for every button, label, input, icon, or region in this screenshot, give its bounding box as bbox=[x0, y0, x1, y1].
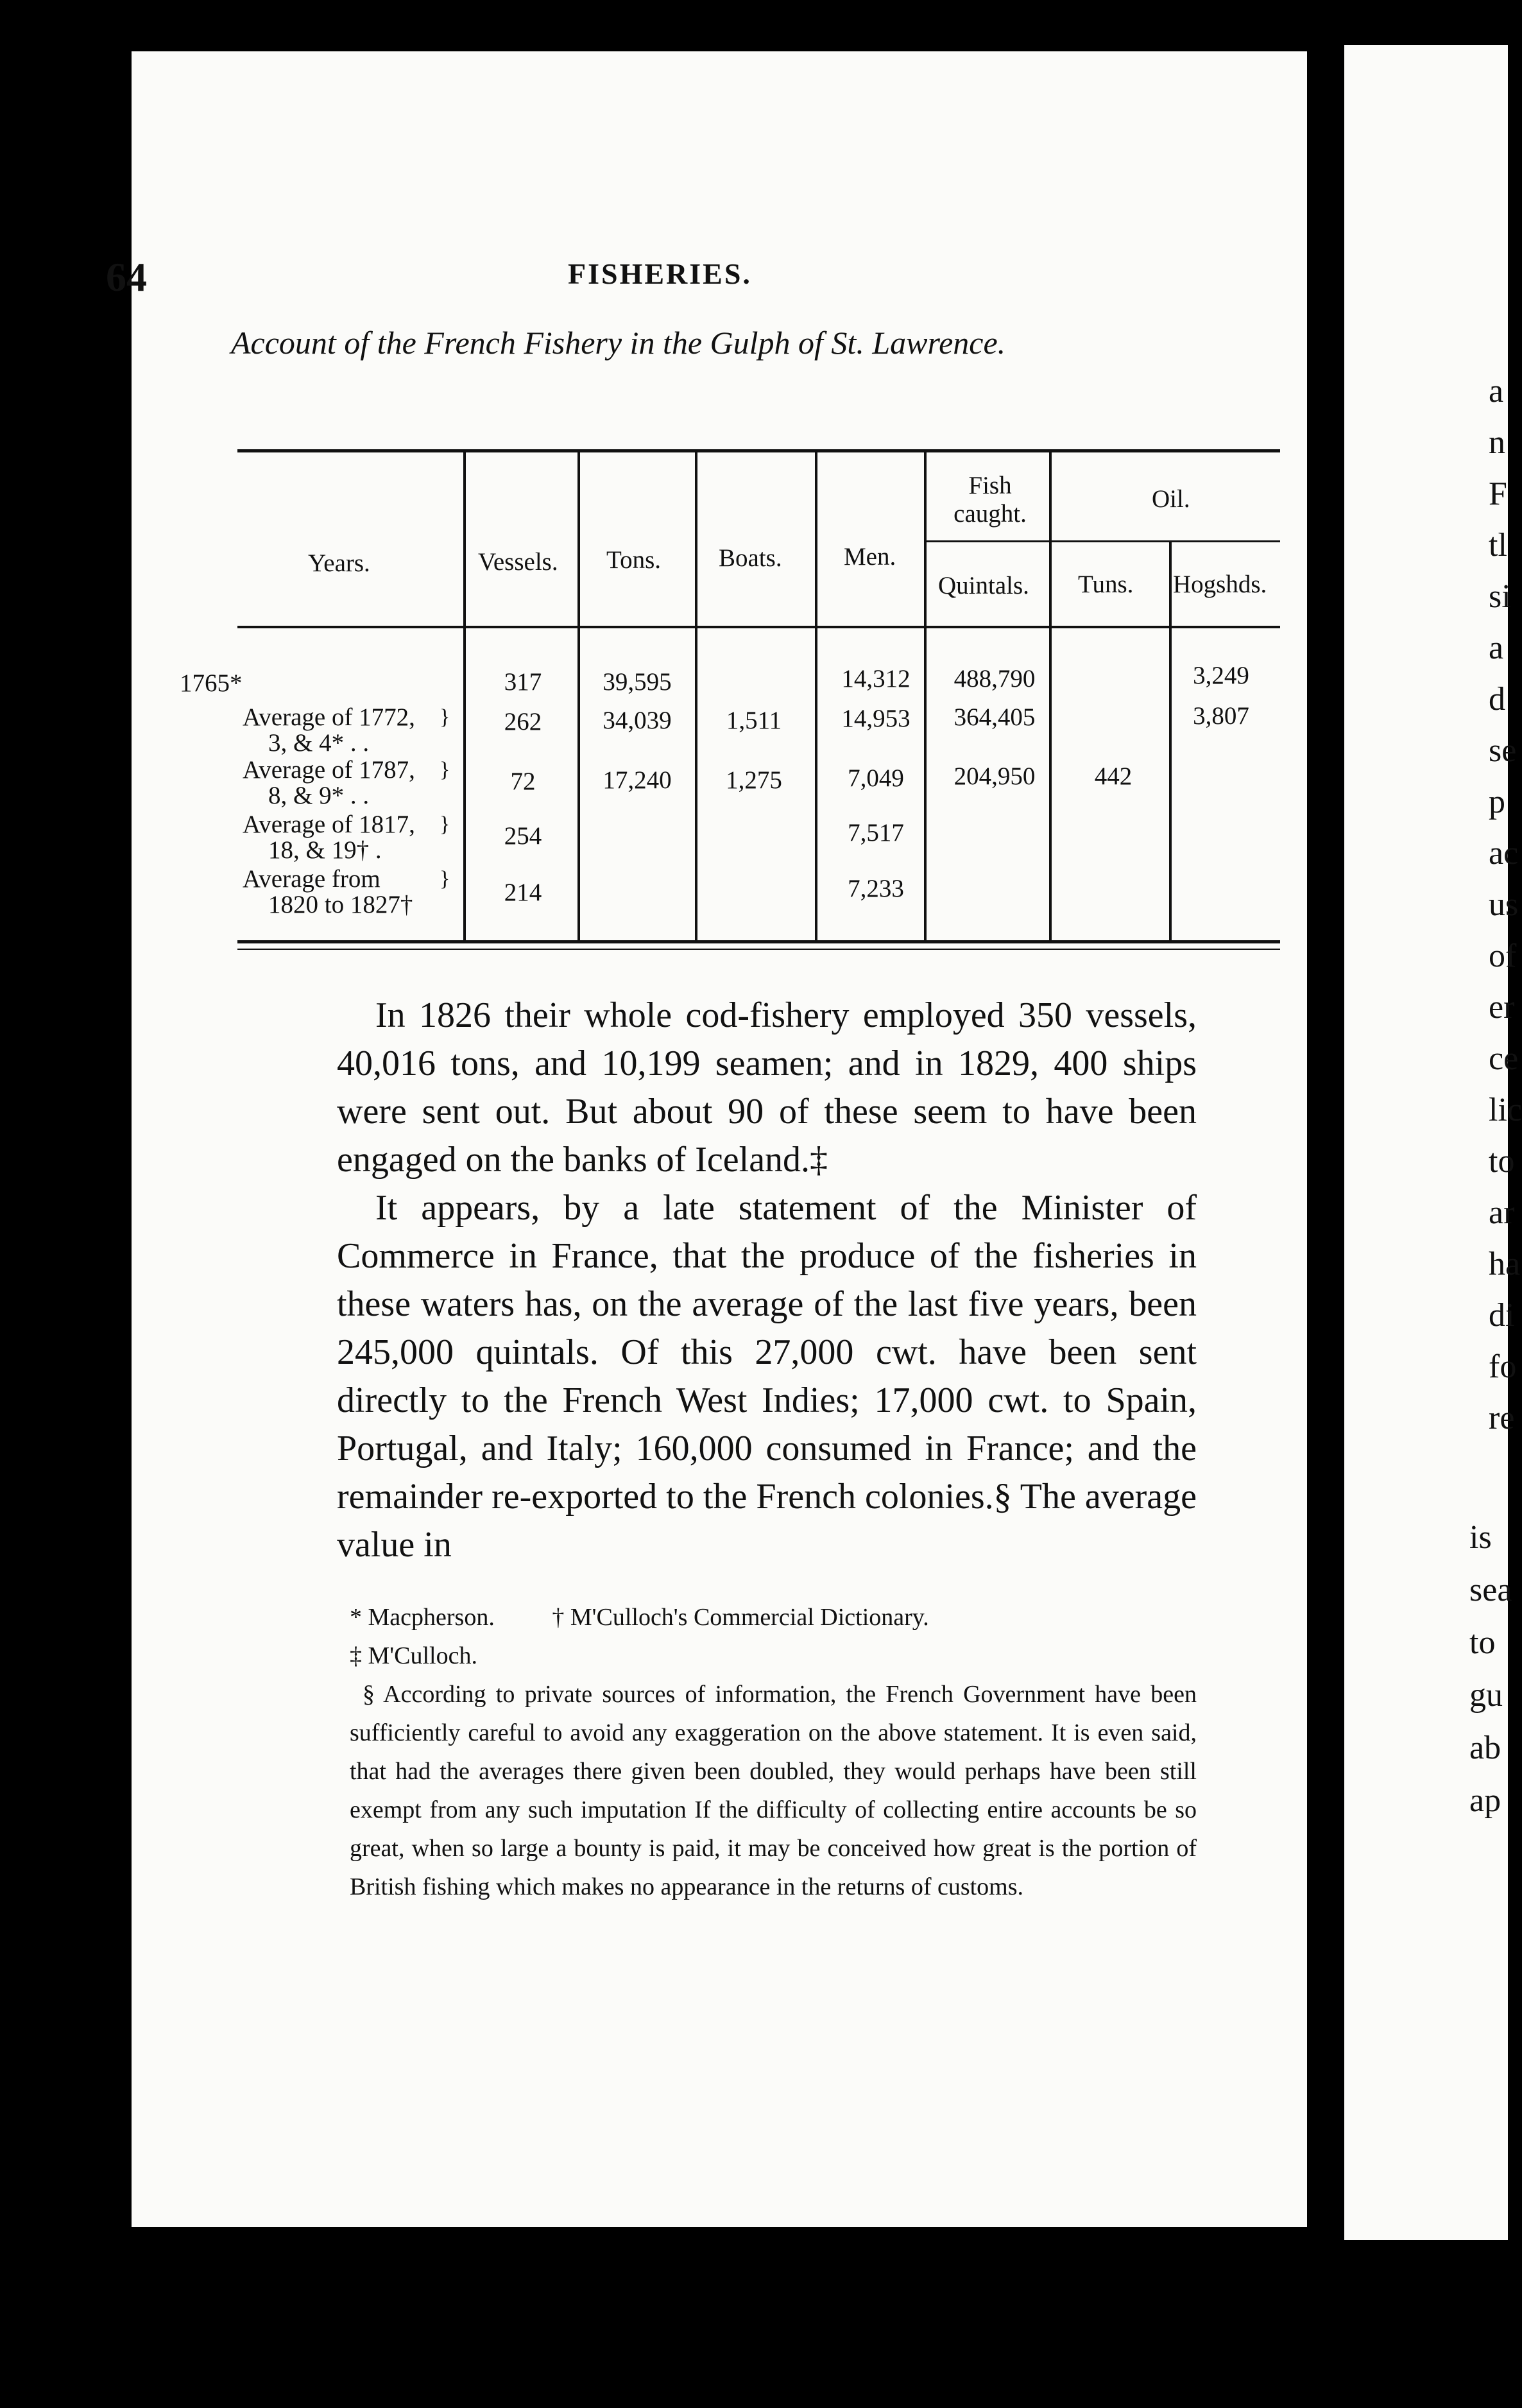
brace-icon: } bbox=[440, 705, 450, 729]
row-2-years bbox=[243, 705, 415, 756]
row-2-boats: 1,511 bbox=[726, 707, 782, 734]
row-1-men: 14,312 bbox=[841, 665, 911, 692]
footnote-4: § According to private sources of information, the French Government have been sufficiently careful to avoid any exaggeration on the above statement. It is even said, that had the averages there given been doubled, they would perhaps have been still exempt from any such imputation If the difficulty of collecting entire accounts be so great, when so large a bounty is paid, it may be conceived how great is the portion of British fishing which makes no appearance in the returns of customs. bbox=[350, 1681, 1197, 1900]
facing-fragment: to bbox=[1469, 1624, 1496, 1661]
footnote-1: * Macpherson. bbox=[350, 1604, 495, 1631]
facing-fragment: d bbox=[1489, 681, 1505, 718]
header-hogsheads: Hogshds. bbox=[1173, 571, 1267, 598]
col-divider bbox=[463, 452, 466, 940]
page-number: 64 bbox=[106, 254, 147, 300]
facing-fragment: sea bbox=[1469, 1572, 1512, 1608]
brace-icon: } bbox=[440, 867, 450, 891]
row-2-years-line-2: 3, & 4* . . bbox=[268, 729, 370, 757]
row-4-men: 7,517 bbox=[848, 819, 904, 847]
row-4-years-line-1: Average of 1817, bbox=[243, 811, 415, 838]
row-4-years bbox=[243, 812, 415, 863]
row-3-vessels: 72 bbox=[510, 768, 536, 795]
row-2-vessels: 262 bbox=[504, 708, 542, 735]
row-3-quintals: 204,950 bbox=[953, 762, 1036, 790]
facing-fragment: p bbox=[1489, 784, 1505, 820]
table-bottom-rule bbox=[237, 940, 1280, 943]
footnote-3: ‡ M'Culloch. bbox=[350, 1642, 477, 1669]
header-oil: Oil. bbox=[1152, 485, 1190, 513]
facing-fragment: se bbox=[1489, 732, 1517, 769]
col-divider bbox=[924, 452, 927, 940]
facing-page-column-lower bbox=[1469, 1511, 1512, 1827]
col-divider bbox=[1049, 452, 1052, 940]
facing-fragment: F bbox=[1489, 476, 1507, 512]
header-men: Men. bbox=[844, 543, 896, 571]
fish-oil-subrule bbox=[924, 540, 1280, 542]
paragraph-1: In 1826 their whole cod-fishery employed 350 vessels, 40,016 tons, and 10,199 seamen; and in 1829, 400 ships were sent out. But about 90 of these seem to have been engaged on the banks of Iceland.‡ bbox=[337, 995, 1197, 1180]
header-tons: Tons. bbox=[606, 546, 662, 574]
row-5-men: 7,233 bbox=[848, 875, 904, 902]
header-vessels: Vessels. bbox=[478, 548, 558, 576]
footnote-row-1 bbox=[350, 1598, 1197, 1637]
facing-fragment: tl bbox=[1489, 527, 1507, 563]
table-bottom-rule-2 bbox=[237, 949, 1280, 950]
facing-fragment: a bbox=[1489, 630, 1504, 666]
header-quintals: Quintals. bbox=[938, 572, 1029, 599]
facing-fragment: ac bbox=[1489, 835, 1519, 872]
header-bottom-rule bbox=[237, 626, 1280, 628]
brace-icon: } bbox=[440, 758, 450, 782]
running-head: FISHERIES. bbox=[568, 257, 752, 290]
row-1-years: 1765* bbox=[180, 669, 243, 697]
row-5-years-line-1: Average from bbox=[243, 865, 380, 893]
row-2-hogsheads: 3,807 bbox=[1193, 702, 1249, 730]
row-1-hogsheads: 3,249 bbox=[1193, 662, 1249, 689]
body-text bbox=[337, 992, 1197, 1569]
facing-fragment: ha bbox=[1489, 1246, 1521, 1282]
facing-fragment: gu bbox=[1469, 1677, 1503, 1714]
facing-fragment: n bbox=[1489, 424, 1505, 461]
row-3-men: 7,049 bbox=[848, 764, 904, 792]
row-3-years-line-1: Average of 1787, bbox=[243, 756, 415, 784]
row-1-tons: 39,595 bbox=[603, 668, 672, 696]
facing-fragment: di bbox=[1489, 1297, 1515, 1334]
table-caption: Account of the French Fishery in the Gulph of St. Lawrence. bbox=[231, 325, 1006, 361]
row-4-vessels: 254 bbox=[504, 822, 542, 850]
col-divider bbox=[815, 452, 817, 940]
facing-fragment: er bbox=[1489, 989, 1515, 1026]
row-1-quintals: 488,790 bbox=[953, 665, 1036, 692]
facing-fragment: ap bbox=[1469, 1782, 1501, 1819]
col-divider bbox=[1169, 542, 1172, 940]
header-boats: Boats. bbox=[719, 544, 782, 572]
col-divider bbox=[577, 452, 580, 940]
footnote-2: † M'Culloch's Commercial Dictionary. bbox=[552, 1604, 929, 1631]
facing-page bbox=[1344, 45, 1508, 2240]
facing-fragment: a bbox=[1489, 373, 1504, 409]
row-2-men: 14,953 bbox=[841, 705, 911, 732]
table-top-rule bbox=[237, 449, 1280, 452]
facing-fragment: fo bbox=[1489, 1348, 1517, 1385]
row-2-quintals: 364,405 bbox=[953, 703, 1036, 731]
row-4-years-line-2: 18, & 19† . bbox=[268, 836, 382, 864]
facing-fragment: ab bbox=[1469, 1730, 1501, 1766]
row-2-tons: 34,039 bbox=[603, 707, 672, 734]
facing-page-column-upper bbox=[1489, 366, 1522, 1444]
facing-fragment: si bbox=[1489, 578, 1511, 615]
facing-fragment: ar bbox=[1489, 1194, 1515, 1231]
row-3-years bbox=[243, 757, 415, 809]
row-3-tuns: 442 bbox=[1094, 762, 1133, 790]
row-3-boats: 1,275 bbox=[726, 766, 782, 794]
brace-icon: } bbox=[440, 813, 450, 836]
row-5-years bbox=[243, 866, 413, 918]
col-divider bbox=[695, 452, 697, 940]
footnotes bbox=[350, 1598, 1197, 1906]
facing-fragment: of bbox=[1489, 938, 1517, 974]
row-3-tons: 17,240 bbox=[603, 766, 672, 794]
row-3-years-line-2: 8, & 9* . . bbox=[268, 782, 370, 809]
paragraph-2: It appears, by a late statement of the Minister of Commerce in France, that the produce of the fisheries in these waters has, on the average of the last five years, been 245,000 quintals. Of this 27,000 cwt. have been sent directly to the French West Indies; 17,000 cwt. to Spain, Portugal, and Italy; 160,000 consumed in France; and the remainder re-exported to the French colonies.§ The average value in bbox=[337, 1188, 1197, 1565]
facing-fragment: re bbox=[1489, 1400, 1515, 1436]
header-tuns: Tuns. bbox=[1078, 571, 1134, 598]
header-fish-caught: Fish caught. bbox=[953, 472, 1027, 528]
facing-fragment: is bbox=[1469, 1519, 1492, 1556]
row-1-vessels: 317 bbox=[504, 668, 542, 696]
row-5-vessels: 214 bbox=[504, 879, 542, 906]
row-2-years-line-1: Average of 1772, bbox=[243, 703, 415, 731]
row-5-years-line-2: 1820 to 1827† bbox=[268, 891, 413, 918]
header-years: Years. bbox=[308, 549, 370, 577]
facing-fragment: to bbox=[1489, 1143, 1515, 1180]
facing-fragment: ce bbox=[1489, 1040, 1519, 1077]
facing-fragment: us bbox=[1489, 886, 1519, 923]
facing-fragment: lic bbox=[1489, 1092, 1522, 1128]
